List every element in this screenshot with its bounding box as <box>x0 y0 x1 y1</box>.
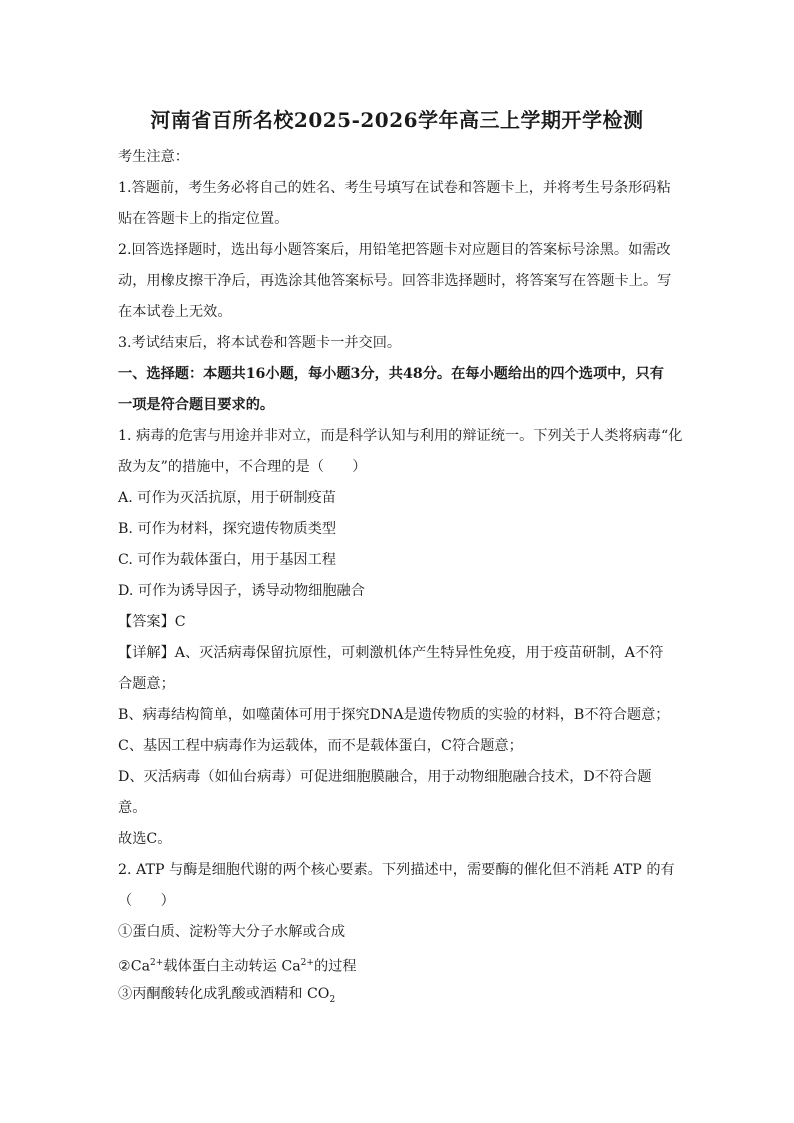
calcium-charge-superscript: 2+ <box>150 958 164 968</box>
question-2-item-3 <box>118 979 678 1010</box>
question-1-stem-line-2: 敌为友”的措施中，不合理的是（ ） <box>118 459 367 475</box>
question-1-detail-line-3: B、病毒结构简单，如噬菌体可用于探究DNA是遗传物质的实验的材料，B不符合题意； <box>118 707 670 723</box>
question-2-item-3-part-a: ③丙酮酸转化成乳酸或酒精和 CO <box>118 986 330 1002</box>
question-2-item-2-part-a: ②Ca <box>118 958 151 975</box>
question-1-detail-line-2: 合题意； <box>118 676 175 692</box>
question-1-option-b: B. 可作为材料，探究遗传物质类型 <box>118 521 337 537</box>
question-1-detail-line-5: D、灭活病毒（如仙台病毒）可促进细胞膜融合，用于动物细胞融合技术，D不符合题 <box>118 769 652 785</box>
notice-item-1-line-1: 1.答题前，考生务必将自己的姓名、考生号填写在试卷和答题卡上，并将考生号条形码粘 <box>118 180 671 196</box>
question-1-detail-line-4: C、基因工程中病毒作为运载体，而不是载体蛋白，C符合题意； <box>118 738 523 754</box>
section-heading-line-1: 一、选择题：本题共16小题，每小题3分，共48分。在每小题给出的四个选项中，只有 <box>118 366 664 382</box>
question-1-stem-line-1: 1. 病毒的危害与用途并非对立，而是科学认知与利用的辩证统一。下列关于人类将病毒“化 <box>118 428 683 444</box>
notice-item-3: 3.考试结束后，将本试卷和答题卡一并交回。 <box>118 335 402 351</box>
question-2-item-2 <box>118 948 678 979</box>
calcium-charge-superscript: 2+ <box>300 958 314 968</box>
question-1-detail-line-1: 【详解】A、灭活病毒保留抗原性，可刺激机体产生特异性免疫，用于疫苗研制，A不符 <box>118 645 664 661</box>
page-title: 河南省百所名校2025-2026学年高三上学期开学检测 <box>150 108 644 132</box>
notice-heading: 考生注意： <box>118 149 189 165</box>
notice-item-2-line-2: 动，用橡皮擦干净后，再选涂其他答案标号。回答非选择题时，将答案写在答题卡上。写 <box>118 273 672 289</box>
question-1-answer: 【答案】C <box>118 614 186 630</box>
notice-item-2-line-1: 2.回答选择题时，选出每小题答案后，用铅笔把答题卡对应题目的答案标号涂黑。如需改 <box>118 242 671 258</box>
question-1-option-d: D. 可作为诱导因子，诱导动物细胞融合 <box>118 583 365 599</box>
question-1-option-a: A. 可作为灭活抗原，用于研制疫苗 <box>118 490 336 506</box>
document-body <box>118 142 683 1010</box>
notice-item-1-line-2: 贴在答题卡上的指定位置。 <box>118 211 289 227</box>
notice-item-2-line-3: 在本试卷上无效。 <box>118 304 232 320</box>
question-2-stem-line-1: 2. ATP 与酶是细胞代谢的两个核心要素。下列描述中，需要酶的催化但不消耗 ATP 的有 <box>118 862 675 878</box>
co2-subscript: 2 <box>329 994 336 1005</box>
question-1-conclusion: 故选C。 <box>118 831 172 847</box>
section-heading-line-2: 一项是符合题目要求的。 <box>118 397 275 413</box>
question-2-stem-line-2: （ ） <box>118 893 175 909</box>
question-1-detail-line-6: 意。 <box>118 800 147 816</box>
question-1-option-c: C. 可作为载体蛋白，用于基因工程 <box>118 552 336 568</box>
question-2-item-2-part-c: 的过程 <box>313 958 357 975</box>
question-2-item-2-part-b: 载体蛋白主动转运 Ca <box>163 958 301 975</box>
question-2-item-1: ①蛋白质、淀粉等大分子水解或合成 <box>118 924 346 940</box>
